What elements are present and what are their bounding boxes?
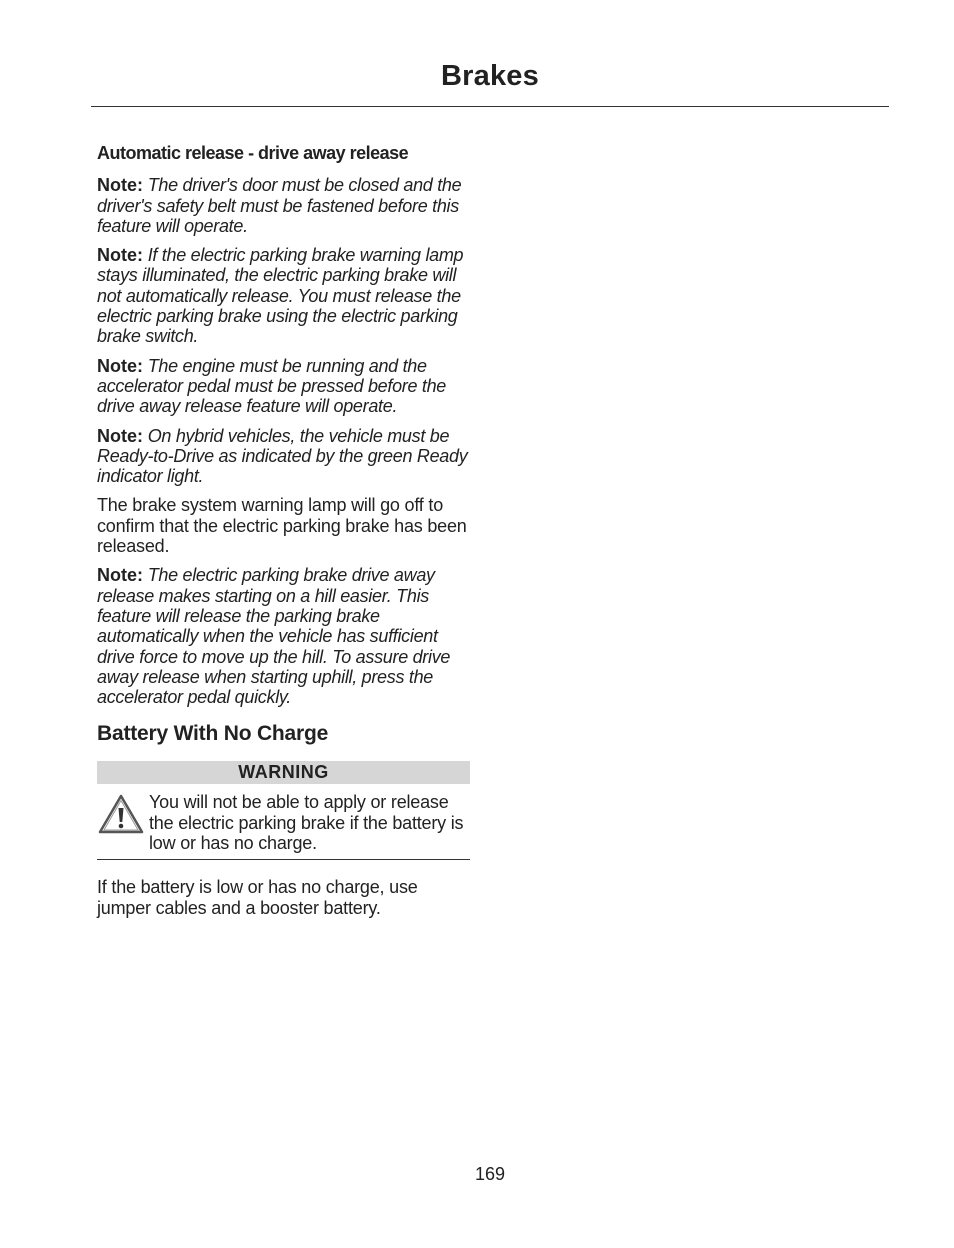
paragraph-brake-lamp: The brake system warning lamp will go off to confirm that the electric parking brake has been released.	[97, 495, 467, 557]
note-text: If the electric parking brake warning lamp stays illuminated, the electric parking brake will not automatically release. You must release the electric parking brake using the electric parking brake switch.	[97, 245, 464, 347]
note-text: On hybrid vehicles, the vehicle must be Ready-to-Drive as indicated by the green Ready indicator light.	[97, 425, 468, 487]
section-heading: Battery With No Charge	[97, 722, 329, 746]
note-label: Note:	[97, 245, 143, 266]
note-2	[97, 245, 470, 346]
paragraph-jumper-cables: If the battery is low or has no charge, use jumper cables and a booster battery.	[97, 877, 418, 918]
warning-text: You will not be able to apply or release the electric parking brake if the battery is low or has no charge.	[149, 792, 464, 854]
note-3	[97, 356, 470, 417]
note-text: The electric parking brake drive away release makes starting on a hill easier. This feature will release the parking brake automatically when the vehicle has sufficient drive force to move up the hill. To assure drive away release when starting uphill, press the accelerator pedal quickly.	[97, 565, 451, 708]
note-1	[97, 175, 470, 236]
subheading: Automatic release - drive away release	[97, 143, 409, 163]
warning-triangle-icon	[97, 793, 145, 835]
note-label: Note:	[97, 565, 143, 586]
note-text: The driver's door must be closed and the driver's safety belt must be fastened before this feature will operate.	[97, 175, 462, 236]
note-text: The engine must be running and the accelerator pedal must be pressed before the drive away release feature will operate.	[97, 355, 447, 417]
warning-content	[97, 792, 470, 853]
page-title: Brakes	[441, 60, 539, 92]
note-label: Note:	[97, 175, 143, 196]
title-divider	[91, 106, 889, 107]
note-label: Note:	[97, 425, 143, 446]
warning-box	[97, 761, 470, 860]
warning-header: WARNING	[97, 761, 470, 784]
page-number: 169	[474, 1164, 506, 1184]
note-4	[97, 426, 470, 487]
note-5	[97, 565, 470, 707]
note-label: Note:	[97, 355, 143, 376]
content-column	[97, 143, 470, 927]
